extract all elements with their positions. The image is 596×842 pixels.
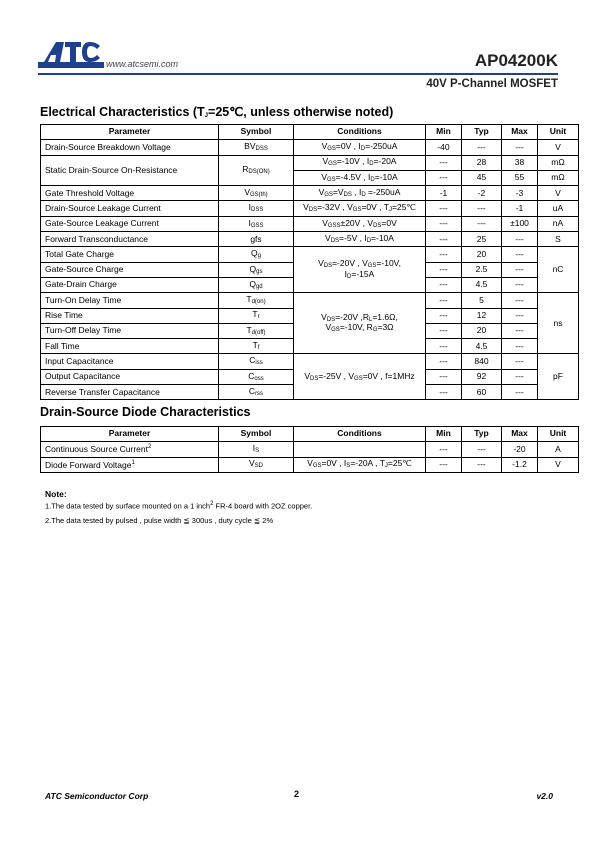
- table-row: [41, 354, 579, 369]
- condition-cell: $V_{DS}=-20V$ , $V_{GS}=-10V$, $I_D=-15A$: [294, 247, 426, 293]
- symbol-cell: $R_{DS(ON)}$: [219, 155, 294, 186]
- max-cell: ---: [502, 140, 538, 155]
- electrical-characteristics-title: Electrical Characteristics ($T_J=25℃$, unless otherwise noted): [40, 105, 394, 119]
- min-cell: ---: [426, 354, 462, 369]
- part-description: 40V P-Channel MOSFET: [426, 78, 558, 90]
- max-cell: ---: [502, 308, 538, 323]
- param-cell: Fall Time: [41, 339, 219, 354]
- symbol-cell: $I_S$: [219, 442, 294, 457]
- param-cell: Diode Forward Voltage$^1$: [41, 457, 219, 472]
- min-cell: ---: [426, 369, 462, 384]
- note-2: 2.The data tested by pulsed , pulse width ≦ 300us , duty cycle ≦ 2%: [45, 516, 274, 525]
- param-cell: Rise Time: [41, 308, 219, 323]
- table-row: [41, 442, 579, 457]
- unit-cell: V: [538, 186, 579, 201]
- table-row: [41, 201, 579, 216]
- param-cell: Reverse Transfer Capacitance: [41, 385, 219, 400]
- table-row: [41, 232, 579, 247]
- column-header: Min: [426, 125, 462, 140]
- param-cell: Static Drain-Source On-Resistance: [41, 155, 219, 186]
- typ-cell: 20: [462, 323, 502, 338]
- column-header: Typ: [462, 125, 502, 140]
- column-header: Conditions: [294, 427, 426, 442]
- column-header: Parameter: [41, 125, 219, 140]
- max-cell: 38: [502, 155, 538, 170]
- param-cell: Gate-Drain Charge: [41, 277, 219, 292]
- min-cell: ---: [426, 216, 462, 231]
- max-cell: -3: [502, 186, 538, 201]
- column-header: Symbol: [219, 427, 294, 442]
- unit-cell: ns: [538, 293, 579, 354]
- table-row: [41, 186, 579, 201]
- max-cell: 55: [502, 170, 538, 185]
- param-cell: Gate-Source Leakage Current: [41, 216, 219, 231]
- condition-cell: $V_{GS}=0V$ , $I_S=-20A$ , $T_J=25℃$: [294, 457, 426, 472]
- table-header-row: [41, 125, 579, 140]
- website-link[interactable]: www.atcsemi.com: [106, 59, 179, 69]
- condition-cell: $V_{DS}=-32V$ , $V_{GS}=0V$ , $T_J=25℃$: [294, 201, 426, 216]
- min-cell: ---: [426, 308, 462, 323]
- min-cell: ---: [426, 232, 462, 247]
- symbol-cell: $I_{GSS}$: [219, 216, 294, 231]
- unit-cell: V: [538, 140, 579, 155]
- min-cell: ---: [426, 247, 462, 262]
- condition-cell: $V_{DS}=-5V$ , $I_D=-10A$: [294, 232, 426, 247]
- page-number: 2: [294, 789, 300, 799]
- atc-logo: [38, 40, 104, 70]
- symbol-cell: $I_{DSS}$: [219, 201, 294, 216]
- diode-characteristics-title: Drain-Source Diode Characteristics: [40, 405, 251, 419]
- typ-cell: 4.5: [462, 339, 502, 354]
- min-cell: ---: [426, 323, 462, 338]
- min-cell: ---: [426, 442, 462, 457]
- typ-cell: 5: [462, 293, 502, 308]
- symbol-cell: $T_r$: [219, 308, 294, 323]
- typ-cell: ---: [462, 140, 502, 155]
- table-row: [41, 155, 579, 170]
- min-cell: -1: [426, 186, 462, 201]
- column-header: Min: [426, 427, 462, 442]
- document-version: v2.0: [536, 791, 553, 801]
- typ-cell: 4.5: [462, 277, 502, 292]
- notes-title: Note:: [45, 489, 67, 499]
- table-row: [41, 247, 579, 262]
- min-cell: ---: [426, 339, 462, 354]
- max-cell: ---: [502, 385, 538, 400]
- max-cell: ---: [502, 369, 538, 384]
- min-cell: -40: [426, 140, 462, 155]
- condition-cell: $V_{GS}=0V$ , $I_D=-250uA$: [294, 140, 426, 155]
- symbol-cell: $Q_g$: [219, 247, 294, 262]
- param-cell: Gate Threshold Voltage: [41, 186, 219, 201]
- column-header: Parameter: [41, 427, 219, 442]
- unit-cell: S: [538, 232, 579, 247]
- symbol-cell: $V_{GS(th)}$: [219, 186, 294, 201]
- max-cell: ---: [502, 232, 538, 247]
- symbol-cell: $T_f$: [219, 339, 294, 354]
- min-cell: ---: [426, 201, 462, 216]
- column-header: Max: [502, 125, 538, 140]
- typ-cell: 25: [462, 232, 502, 247]
- condition-cell: $V_{DS}=-25V$ , $V_{GS}=0V$ , f=1MHz: [294, 354, 426, 400]
- column-header: Conditions: [294, 125, 426, 140]
- unit-cell: nA: [538, 216, 579, 231]
- table-header-row: [41, 427, 579, 442]
- condition-cell: [294, 442, 426, 457]
- min-cell: ---: [426, 262, 462, 277]
- param-cell: Drain-Source Leakage Current: [41, 201, 219, 216]
- unit-cell: V: [538, 457, 579, 472]
- unit-cell: pF: [538, 354, 579, 400]
- max-cell: ---: [502, 247, 538, 262]
- symbol-cell: $C_{rss}$: [219, 385, 294, 400]
- symbol-cell: gfs: [219, 232, 294, 247]
- max-cell: -1: [502, 201, 538, 216]
- param-cell: Total Gate Charge: [41, 247, 219, 262]
- condition-cell: $V_{DS}=-20V$ $,R_L=1.6\Omega$, $V_{GS}=-10V$, $R_G=3\Omega$: [294, 293, 426, 354]
- typ-cell: ---: [462, 216, 502, 231]
- typ-cell: 60: [462, 385, 502, 400]
- max-cell: ---: [502, 277, 538, 292]
- footer-company: ATC Semiconductor Corp: [45, 791, 149, 801]
- condition-cell: $V_{GS}=V_{DS}$ , $I_D =-250uA$: [294, 186, 426, 201]
- param-cell: Drain-Source Breakdown Voltage: [41, 140, 219, 155]
- param-cell: Input Capacitance: [41, 354, 219, 369]
- typ-cell: 20: [462, 247, 502, 262]
- typ-cell: ---: [462, 442, 502, 457]
- min-cell: ---: [426, 293, 462, 308]
- param-cell: Turn-Off Delay Time: [41, 323, 219, 338]
- column-header: Max: [502, 427, 538, 442]
- min-cell: ---: [426, 277, 462, 292]
- typ-cell: 12: [462, 308, 502, 323]
- electrical-characteristics-table: [40, 124, 579, 400]
- typ-cell: 92: [462, 369, 502, 384]
- table-row: [41, 457, 579, 472]
- unit-cell: uA: [538, 201, 579, 216]
- condition-cell: $V_{GSS}\pm 20V$ , $V_{DS}=0V$: [294, 216, 426, 231]
- table-row: [41, 293, 579, 308]
- param-cell: Output Capacitance: [41, 369, 219, 384]
- condition-cell: $V_{GS}=-10V$ , $I_D=-20A$: [294, 155, 426, 170]
- min-cell: ---: [426, 155, 462, 170]
- param-cell: Gate-Source Charge: [41, 262, 219, 277]
- symbol-cell: $BV_{DSS}$: [219, 140, 294, 155]
- column-header: Unit: [538, 125, 579, 140]
- typ-cell: ---: [462, 457, 502, 472]
- unit-cell: mΩ: [538, 170, 579, 185]
- table-row: [41, 140, 579, 155]
- symbol-cell: $T_{d(on)}$: [219, 293, 294, 308]
- max-cell: ---: [502, 262, 538, 277]
- param-cell: Continuous Source Current$^2$: [41, 442, 219, 457]
- symbol-cell: $T_{d(off)}$: [219, 323, 294, 338]
- max-cell: ---: [502, 339, 538, 354]
- column-header: Symbol: [219, 125, 294, 140]
- table-row: [41, 216, 579, 231]
- max-cell: ±100: [502, 216, 538, 231]
- header-divider: [38, 73, 558, 75]
- column-header: Unit: [538, 427, 579, 442]
- min-cell: ---: [426, 170, 462, 185]
- part-number: AP04200K: [474, 51, 558, 70]
- max-cell: ---: [502, 354, 538, 369]
- symbol-cell: $Q_{gd}$: [219, 277, 294, 292]
- max-cell: -1.2: [502, 457, 538, 472]
- condition-cell: $V_{GS}=-4.5V$ , $I_D=-10A$: [294, 170, 426, 185]
- note-1: 1.The data tested by surface mounted on a 1 inch$^2$ FR-4 board with 2OZ copper.: [45, 501, 313, 511]
- typ-cell: 28: [462, 155, 502, 170]
- min-cell: ---: [426, 457, 462, 472]
- symbol-cell: $V_{SD}$: [219, 457, 294, 472]
- symbol-cell: $C_{oss}$: [219, 369, 294, 384]
- max-cell: ---: [502, 293, 538, 308]
- max-cell: ---: [502, 323, 538, 338]
- param-cell: Forward Transconductance: [41, 232, 219, 247]
- typ-cell: 45: [462, 170, 502, 185]
- unit-cell: A: [538, 442, 579, 457]
- typ-cell: 2.5: [462, 262, 502, 277]
- unit-cell: mΩ: [538, 155, 579, 170]
- typ-cell: 840: [462, 354, 502, 369]
- symbol-cell: $Q_{gs}$: [219, 262, 294, 277]
- diode-characteristics-table: [40, 426, 579, 473]
- typ-cell: -2: [462, 186, 502, 201]
- unit-cell: nC: [538, 247, 579, 293]
- column-header: Typ: [462, 427, 502, 442]
- max-cell: -20: [502, 442, 538, 457]
- param-cell: Turn-On Delay Time: [41, 293, 219, 308]
- min-cell: ---: [426, 385, 462, 400]
- symbol-cell: $C_{iss}$: [219, 354, 294, 369]
- typ-cell: ---: [462, 201, 502, 216]
